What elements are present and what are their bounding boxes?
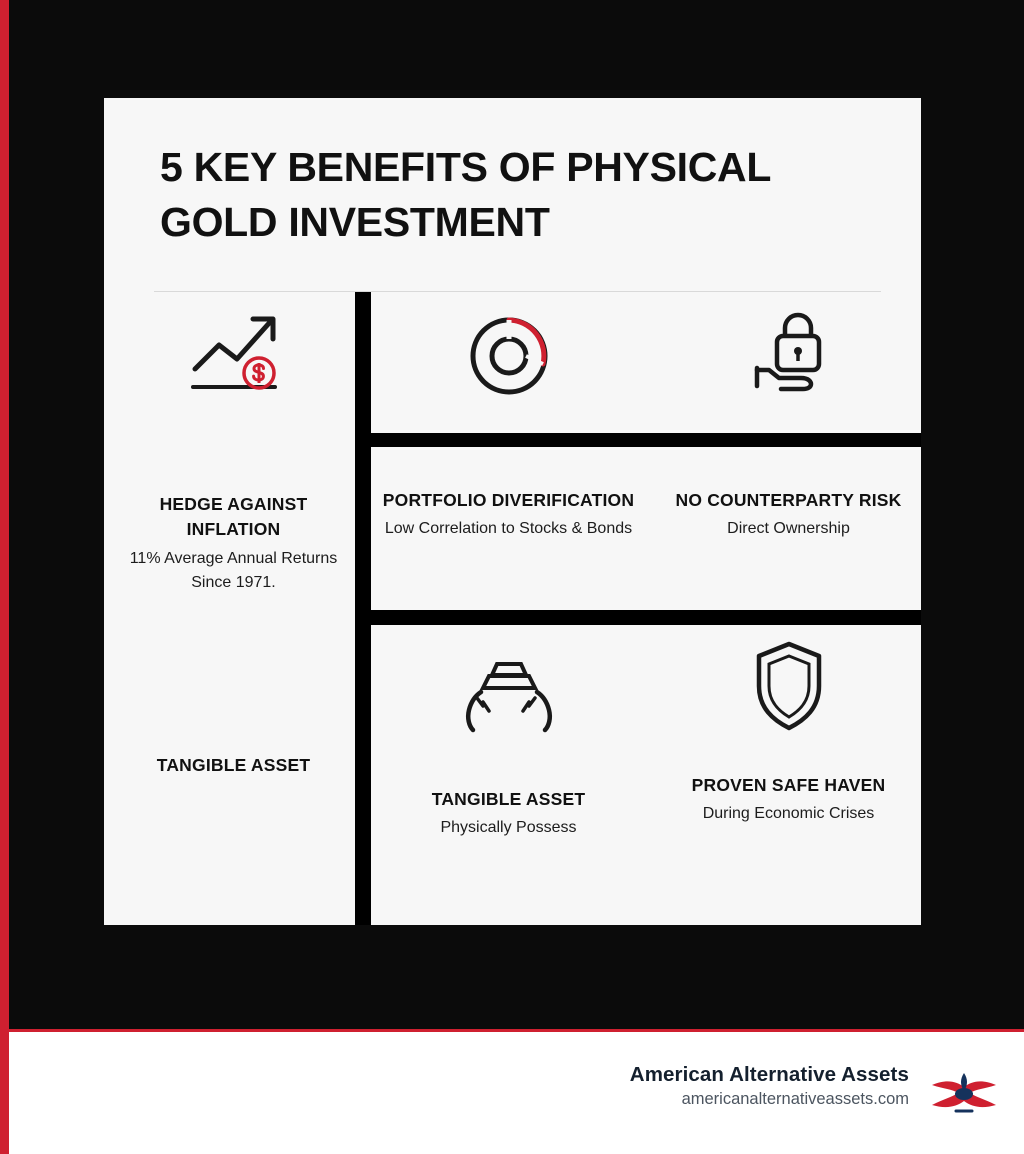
benefit-cell-left-lower	[112, 753, 355, 873]
footer-accent-rule	[9, 1029, 1024, 1032]
brand-name: American Alternative Assets	[629, 1063, 909, 1086]
benefit-heading: TANGIBLE ASSET	[156, 755, 311, 775]
hands-holding-gold-bars-icon	[371, 628, 646, 745]
donut-chart-icon	[371, 298, 646, 413]
hand-holding-lock-icon	[656, 298, 921, 415]
footer	[9, 1029, 1024, 1154]
benefit-cell-3	[656, 488, 921, 608]
shield-icon	[656, 628, 921, 743]
benefit-heading: HEDGE AGAINST INFLATION	[159, 494, 308, 540]
benefit-subtext: Low Correlation to Stocks & Bonds	[384, 520, 633, 538]
benefit-heading: NO COUNTERPARTY RISK	[675, 490, 902, 510]
eagle-logo-icon	[926, 1067, 1004, 1119]
benefit-subtext: 11% Average Annual Returns Since 1971.	[129, 549, 338, 591]
benefit-cell-2	[371, 488, 646, 608]
benefit-cell-5	[656, 628, 921, 918]
brand-block	[630, 1063, 909, 1109]
page-title: 5 KEY BENEFITS OF PHYSICAL GOLD INVESTMENT	[160, 144, 771, 245]
title-divider	[154, 291, 881, 292]
benefit-subtext: Physically Possess	[440, 819, 577, 837]
grid-separator-horizontal-1	[371, 433, 921, 447]
benefit-cell-1	[112, 303, 355, 703]
left-accent-rail	[0, 0, 9, 1154]
benefit-heading: PROVEN SAFE HAVEN	[691, 775, 886, 795]
benefit-heading: PORTFOLIO DIVERIFICATION	[382, 490, 635, 510]
content-card	[104, 98, 921, 925]
grid-separator-vertical	[355, 292, 371, 925]
benefit-subtext: Direct Ownership	[727, 520, 850, 538]
brand-url[interactable]: americanalternativeassets.com	[681, 1090, 909, 1108]
benefit-subtext: During Economic Crises	[702, 805, 875, 823]
benefit-icon-cell-2	[371, 298, 646, 433]
benefit-cell-4	[371, 628, 646, 918]
growth-chart-dollar-icon	[112, 303, 355, 404]
benefit-heading: TANGIBLE ASSET	[431, 789, 586, 809]
grid-separator-horizontal-2	[371, 610, 921, 625]
poster-stage	[9, 0, 1024, 1029]
benefit-icon-cell-3	[656, 298, 921, 433]
